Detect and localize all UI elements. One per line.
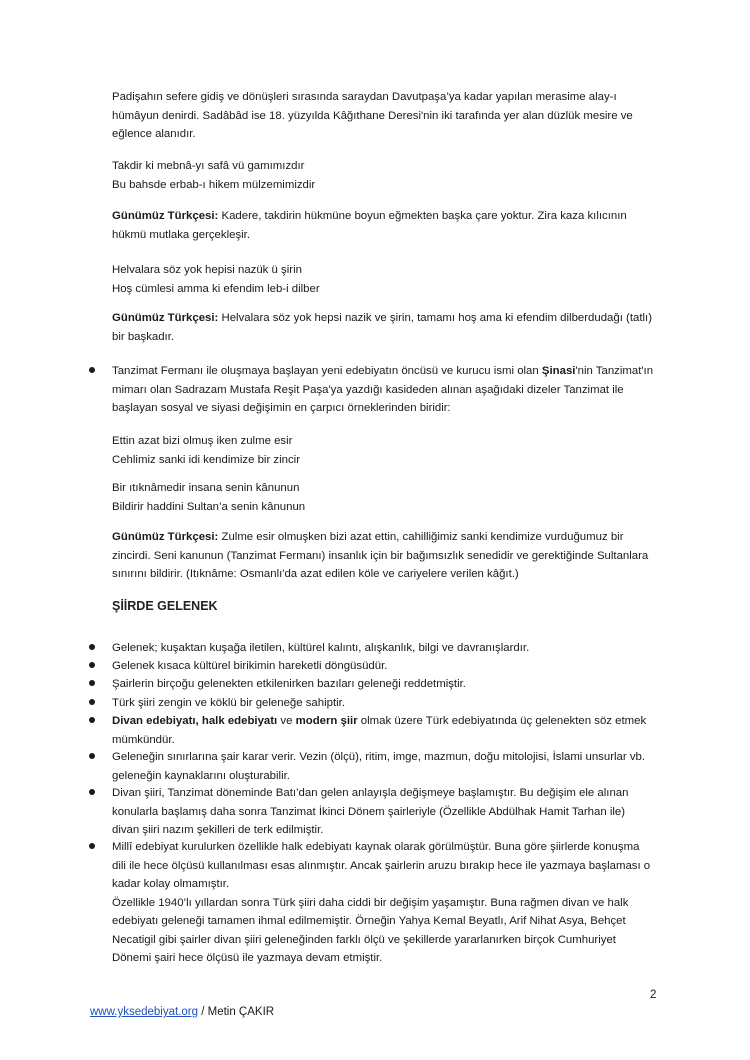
- modern-3-line-2: zincirdi. Seni kanunun (Tanzimat Fermanı) insanlık için bir bağımsızlık senedidir ve gerektiğinde Sultanlara: [112, 549, 649, 562]
- bullet-icon: [88, 712, 96, 720]
- couplet-3-line-1: Ettin azat bizi olmuş iken zulme esir: [112, 435, 293, 447]
- couplet-4-line-1: Bir ıtıknâmedir insana senin kânunun: [112, 482, 300, 494]
- modern-1-line-1: Kadere, takdirin hükmüne boyun eğmekten başka çare yoktur. Zira kaza kılıcının: [218, 210, 627, 222]
- bullet-8-line-5: edebiyatı geleneği tamamen ihmal edilmemiştir. Örneğin Yahya Kemal Beyatlı, Arif Nihat Asya, Behçet: [112, 915, 626, 927]
- bullet-7-line-3: divan şiiri nazım şekilleri de terk edilmiştir.: [112, 824, 324, 836]
- modern-2-line-1: Helvalara söz yok hepsi nazik ve şirin, tamamı hoş ama ki efendim dilberdudağı (tatlı): [218, 312, 652, 324]
- couplet-1-line-2: Bu bahsde erbab-ı hikem mülzemimizdir: [112, 178, 316, 191]
- bullet-8-line-6: Necatigil gibi şairler divan şiiri geleneğinden farklı ölçü ve şekillerde yararlanırken birçok Cumhuriyet: [112, 933, 616, 946]
- bullet-5-bold-1: Divan edebiyatı, halk edebiyatı: [112, 715, 278, 727]
- list-item: [112, 784, 660, 840]
- bullet-icon: [88, 838, 96, 846]
- footer: [90, 1003, 274, 1022]
- couplet-4-line-2: Bildirir haddini Sultan’a senin kânunun: [112, 500, 306, 513]
- modern-translation-3: [112, 528, 657, 584]
- couplet-1-line-1: Takdir ki mebnâ-yı safâ vü gamımızdır: [112, 160, 305, 172]
- intro-line-3: eğlence alanıdır.: [112, 128, 196, 140]
- tanzimat-post: 'nin Tanzimat'ın: [575, 365, 654, 377]
- list-item: [112, 639, 660, 658]
- couplet-3-line-2: Cehlimiz sanki idi kendimize bir zincir: [112, 453, 301, 466]
- tanzimat-paragraph: [112, 362, 660, 418]
- tanzimat-line-2: mimarı olan Sadrazam Mustafa Reşit Paşa'ya yazdığı kasideden alınan aşağıdaki dizeler Tanzimat ile: [112, 383, 624, 396]
- modern-3-label: Günümüz Türkçesi:: [112, 531, 219, 543]
- bullet-5-bold-2: modern şiir: [295, 715, 358, 727]
- bullet-7-line-1: Divan şiiri, Tanzimat döneminde Batı’dan gelen anlayışla değişmeye başlamıştır. Bu değişim ele alınan: [112, 787, 629, 799]
- list-item: [112, 838, 660, 968]
- bullet-icon: [88, 748, 96, 756]
- bullet-5-rest: olmak üzere Türk edebiyatında üç gelenekten söz etmek: [357, 715, 647, 727]
- modern-2-label: Günümüz Türkçesi:: [112, 312, 219, 324]
- bullet-2-text: Gelenek kısaca kültürel birikimin hareketli döngüsüdür.: [112, 660, 388, 672]
- intro-line-2: hümâyun denirdi. Sadâbâd ise 18. yüzyılda Kâğıthane Deresi'nin iki tarafında yer alan düzlük mesire ve: [112, 109, 633, 122]
- intro-line-1: Padişahın sefere gidiş ve dönüşleri sırasında saraydan Davutpaşa’ya kadar yapılan merasime alay-ı: [112, 91, 617, 103]
- bullet-icon: [88, 657, 96, 665]
- list-item: [112, 657, 660, 676]
- couplet-2-line-2: Hoş cümlesi amma ki efendim leb-i dilber: [112, 282, 320, 295]
- modern-1-label: Günümüz Türkçesi:: [112, 210, 219, 222]
- footer-author: / Metin ÇAKIR: [198, 1006, 275, 1018]
- modern-1-line-2: hükmü mutlaka gerçekleşir.: [112, 228, 251, 241]
- bullet-4-text: Türk şiiri zengin ve köklü bir geleneğe sahiptir.: [112, 697, 345, 709]
- bullet-6-line-1: Geleneğin sınırlarına şair karar verir. Vezin (ölçü), ritim, imge, mazmun, doğu mitolojisi, İslami unsurlar vb.: [112, 751, 646, 763]
- modern-3-line-3: sınırını bildirir. (Itıknâme: Osmanlı'da azat edilen köle ve cariyelere verilen kâğıt.): [112, 568, 519, 580]
- bullet-8-line-3: kadar kolay olmamıştır.: [112, 878, 230, 890]
- bullet-icon: [88, 639, 96, 647]
- bullet-6-line-2: geleneğin kaynaklarını oluşturabilir.: [112, 769, 290, 782]
- modern-3-line-1: Zulme esir olmuşken bizi azat ettin, cahilliğimiz sanki kendimize vurduğumuz bir: [218, 531, 624, 543]
- couplet-1: [112, 157, 657, 194]
- list-item: [112, 694, 660, 713]
- tanzimat-line-3: başlayan sosyal ve siyasi değişimin en çarpıcı örneklerinden biridir:: [112, 402, 451, 414]
- tanzimat-pre: Tanzimat Fermanı ile oluşmaya başlayan yeni edebiyatın öncüsü ve kurucu ismi olan: [112, 365, 542, 377]
- couplet-2: [112, 261, 657, 298]
- modern-2-line-2: bir başkadır.: [112, 330, 175, 343]
- couplet-4: [112, 479, 657, 516]
- bullet-8-line-1: Millî edebiyat kurulurken özellikle halk edebiyatı kaynak olarak görülmüştür. Buna göre şiirlerde konuşma: [112, 841, 640, 853]
- footer-website-link[interactable]: www.yksedebiyat.org: [90, 1006, 199, 1018]
- bullet-3-text: Şairlerin birçoğu gelenekten etkilenirken bazıları geleneği reddetmiştir.: [112, 678, 466, 690]
- bullet-icon: [88, 362, 96, 370]
- bullet-icon: [88, 694, 96, 702]
- bullet-8-line-7: Dönemi şairi hece ölçüsü ile yazmaya devam etmiştir.: [112, 952, 383, 964]
- list-item: [112, 675, 660, 694]
- page-number: 2: [650, 989, 657, 1001]
- list-item: [112, 748, 660, 785]
- bullet-5-line-2: mümkündür.: [112, 733, 175, 746]
- bullet-5-mid: ve: [277, 715, 296, 727]
- bullet-icon: [88, 784, 96, 792]
- intro-paragraph: [112, 88, 657, 144]
- section-heading: ŞİİRDE GELENEK: [112, 599, 218, 613]
- bullet-7-line-2: konularla başlamış daha sonra Tanzimat İkinci Dönem şairleriyle (Özellikle Abdülhak Hamit Tarhan ile): [112, 805, 626, 818]
- modern-translation-2: [112, 309, 657, 346]
- list-item: [112, 712, 660, 749]
- couplet-2-line-1: Helvalara söz yok hepisi nazük ü şirin: [112, 264, 302, 276]
- modern-translation-1: [112, 207, 657, 244]
- bullet-icon: [88, 675, 96, 683]
- tanzimat-poet-name: Şinasi: [541, 365, 576, 377]
- bullet-8-line-2: dili ile hece ölçüsü kullanılması esas alınmıştır. Ancak şairlerin aruzu bırakıp hece ile yazmaya başlaması o: [112, 859, 651, 872]
- bullet-1-text: Gelenek; kuşaktan kuşağa iletilen, kültürel kalıntı, alışkanlık, bilgi ve davranışlardır.: [112, 642, 530, 654]
- couplet-3: [112, 432, 657, 469]
- bullet-8-line-4: Özellikle 1940’lı yıllardan sonra Türk şiiri daha ciddi bir değişim yaşamıştır. Buna rağmen divan ve halk: [112, 896, 629, 909]
